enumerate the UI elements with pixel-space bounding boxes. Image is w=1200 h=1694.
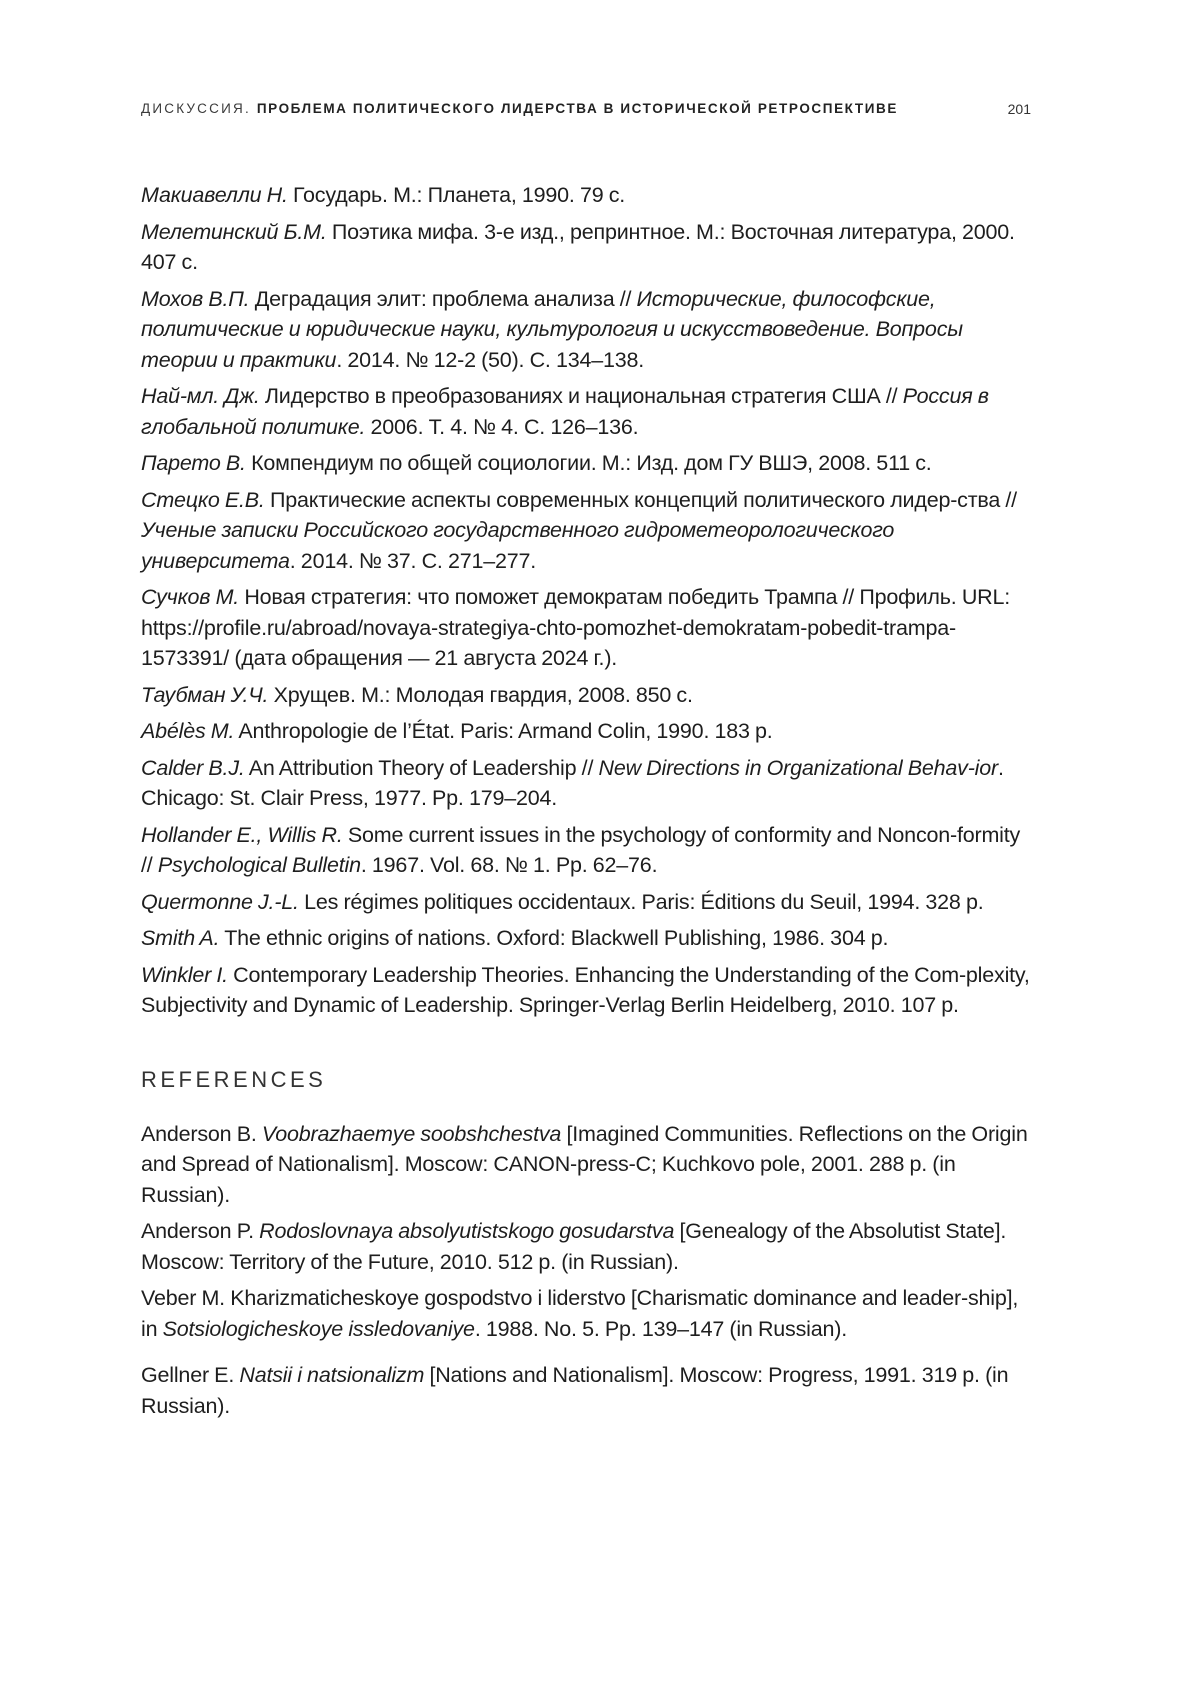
- entry-author: Calder B.J.: [141, 755, 245, 780]
- entry-text: The ethnic origins of nations. Oxford: Blackwell Publishing, 1986. 304 p.: [219, 926, 889, 950]
- entry-text: Государь. М.: Планета, 1990. 79 с.: [287, 183, 626, 207]
- entry-details: . 2014. № 12-2 (50). С. 134–138.: [336, 347, 645, 372]
- entry-author: Winkler I.: [141, 962, 228, 987]
- entry-source: Россия в глобальной политике.: [141, 384, 989, 439]
- literature-entry: [141, 582, 1031, 674]
- reference-entry: [141, 1283, 1031, 1344]
- reference-entry: [141, 1119, 1031, 1211]
- entry-text: Some current issues in the psychology of conformity and Noncon-formity //: [141, 822, 1021, 877]
- literature-entry: [141, 485, 1031, 577]
- running-head-topic: ПРОБЛЕМА ПОЛИТИЧЕСКОГО ЛИДЕРСТВА В ИСТОРИЧЕСКОЙ РЕТРОСПЕКТИВЕ: [256, 101, 898, 116]
- literature-entry: [141, 923, 1031, 954]
- entry-text: Практические аспекты современных концепций политического лидер-ства //: [264, 487, 1017, 512]
- literature-entry: [141, 960, 1031, 1021]
- entry-details: . 1967. Vol. 68. № 1. Pp. 62–76.: [360, 853, 658, 877]
- entry-text: Компендиум по общей социологии. М.: Изд. дом ГУ ВШЭ, 2008. 511 с.: [245, 451, 932, 475]
- entry-source: Psychological Bulletin: [157, 853, 361, 877]
- entry-title: Voobrazhaemye soobshchestva: [261, 1121, 562, 1146]
- entry-source: New Directions in Organizational Behav-ior: [598, 755, 998, 780]
- entry-author: Парето В.: [141, 451, 246, 475]
- entry-text: Contemporary Leadership Theories. Enhancing the Understanding of the Com-plexity, Subjectivity and Dynamic of Leadership. Springer-Verlag Berlin Heidelberg, 2010. 107 p.: [141, 962, 1030, 1017]
- literature-entry: [141, 887, 1031, 918]
- bibliography: [141, 180, 1031, 1427]
- entry-text: An Attribution Theory of Leadership //: [244, 755, 599, 780]
- entry-details: [Imagined Communities. Reflections on the Origin and Spread of Nationalism]. Moscow: CANON-press-C; Kuchkovo pole, 2001. 288 p. (in Russian).: [141, 1121, 1028, 1207]
- entry-details: 2006. Т. 4. № 4. С. 126–136.: [365, 414, 639, 439]
- entry-author: Най-мл. Дж.: [141, 384, 260, 408]
- entry-author: Мелетинский Б.М.: [141, 219, 327, 244]
- entry-title: Sotsiologicheskoye issledovaniye: [162, 1316, 475, 1341]
- entry-author: Сучков М.: [141, 585, 240, 609]
- entry-text: Gellner E.: [141, 1363, 240, 1387]
- entry-details: . 1988. No. 5. Pp. 139–147 (in Russian).: [474, 1316, 847, 1341]
- entry-author: Abélès M.: [141, 719, 235, 743]
- entry-title: Natsii i natsionalizm: [239, 1363, 425, 1387]
- entry-author: Стецко Е.В.: [141, 487, 265, 512]
- literature-entry: [141, 820, 1031, 881]
- entry-author: Smith A.: [141, 926, 220, 950]
- entry-author: Quermonne J.-L.: [141, 889, 299, 914]
- literature-entry: [141, 716, 1031, 747]
- entry-text: Anderson B.: [141, 1121, 262, 1146]
- reference-entry: [141, 1360, 1031, 1421]
- literature-entry: [141, 680, 1031, 711]
- entry-details: [Genealogy of the Absolutist State]. Moscow: Territory of the Future, 2010. 512 p. (in Russian).: [141, 1219, 1007, 1274]
- literature-entry: [141, 284, 1031, 376]
- entry-source: Ученые записки Российского государственного гидрометеорологического университета: [141, 518, 895, 573]
- entry-text: Хрущев. М.: Молодая гвардия, 2008. 850 с.: [268, 682, 693, 707]
- entry-details: . 2014. № 37. С. 271–277.: [289, 548, 537, 573]
- entry-details: . Chicago: St. Clair Press, 1977. Pp. 179–204.: [141, 755, 1004, 810]
- entry-author: Hollander E., Willis R.: [141, 822, 343, 847]
- literature-entry: [141, 753, 1031, 814]
- entry-source: Исторические, философские, политические и юридические науки, культурология и искусствоведение. Вопросы теории и практики: [141, 286, 963, 372]
- page-number: 201: [1007, 101, 1031, 117]
- running-head-section: ДИСКУССИЯ.: [141, 101, 251, 116]
- entry-text: Les régimes politiques occidentaux. Paris: Éditions du Seuil, 1994. 328 p.: [298, 889, 984, 914]
- literature-entry: [141, 448, 1031, 479]
- entry-author: Мохов В.П.: [141, 286, 250, 311]
- entry-text: Veber M. Kharizmaticheskoye gospodstvo i liderstvo [Charismatic dominance and leader-ship], in: [141, 1286, 1019, 1341]
- entry-text: Поэтика мифа. 3-е изд., репринтное. М.: Восточная литература, 2000. 407 с.: [141, 219, 1015, 274]
- entry-author: Таубман У.Ч.: [141, 682, 269, 707]
- entry-text: Anderson P.: [141, 1219, 260, 1243]
- literature-entry: [141, 381, 1031, 442]
- entry-text: Деградация элит: проблема анализа //: [249, 286, 637, 311]
- literature-entry: [141, 217, 1031, 278]
- literature-entry: [141, 180, 1031, 211]
- entry-text: Лидерство в преобразованиях и национальная стратегия США //: [259, 384, 903, 408]
- references-heading: REFERENCES: [141, 1066, 327, 1092]
- entry-text: Anthropologie de l’État. Paris: Armand Colin, 1990. 183 p.: [234, 719, 773, 743]
- running-head: [141, 101, 1031, 127]
- reference-entry: [141, 1216, 1031, 1277]
- entry-details: [Nations and Nationalism]. Moscow: Progress, 1991. 319 p. (in Russian).: [141, 1363, 1009, 1418]
- entry-title: Rodoslovnaya absolyutistskogo gosudarstva: [259, 1219, 675, 1243]
- entry-text: Новая стратегия: что поможет демократам победить Трампа // Профиль. URL: https://profile.ru/abroad/novaya-strategiya-chto-pomozhet-demokratam-pobedit-trampa-1573391/ (дата обращения — 21 августа 2024 г.).: [141, 585, 1010, 670]
- entry-author: Макиавелли Н.: [141, 183, 288, 207]
